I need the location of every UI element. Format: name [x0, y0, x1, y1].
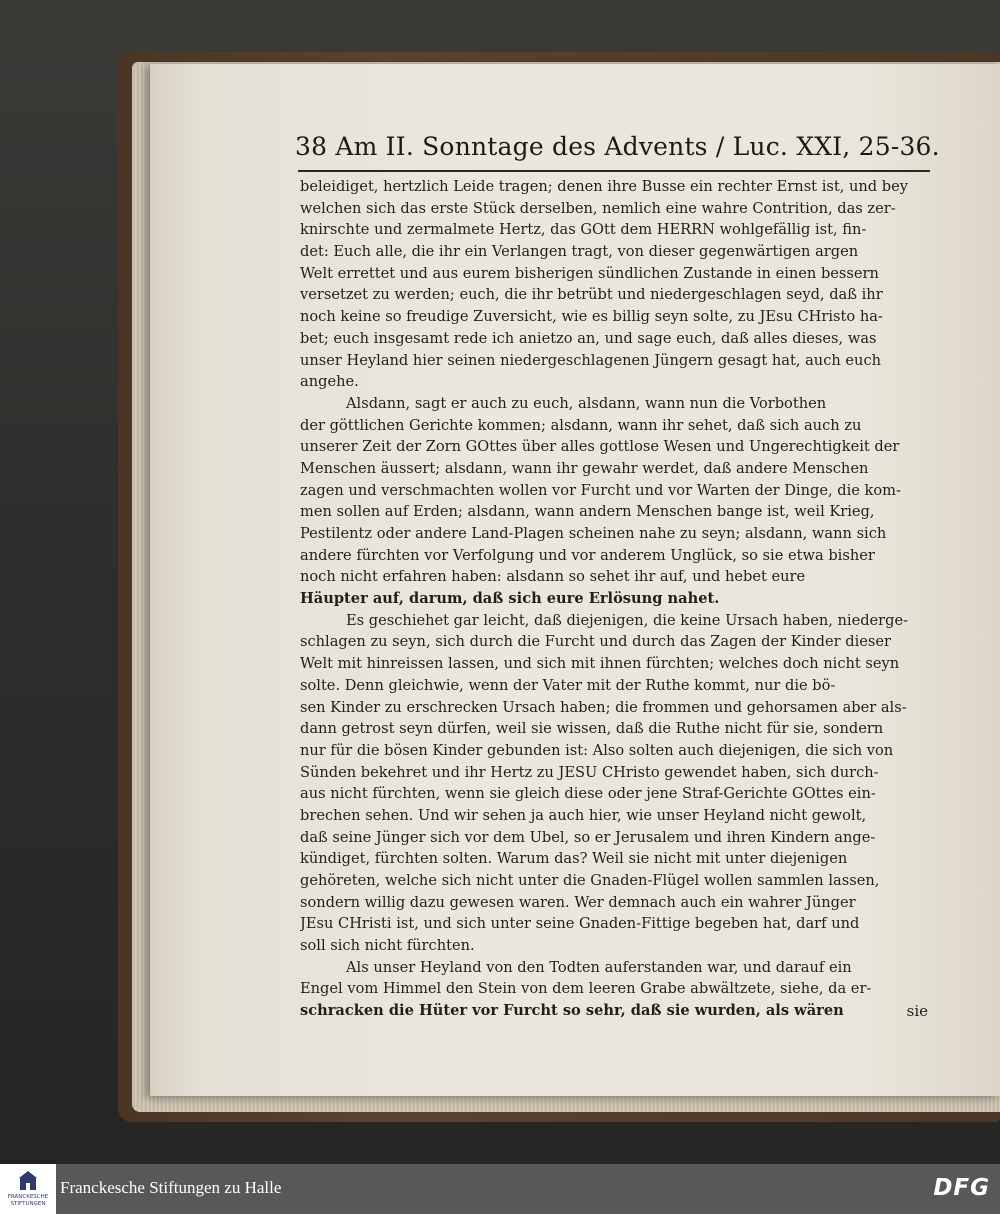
text-line: brechen sehen. Und wir sehen ja auch hier, wie unser Heyland nicht gewolt, — [300, 806, 867, 824]
building-icon — [18, 1170, 38, 1192]
viewer-footer — [0, 1164, 1000, 1214]
text-line: schlagen zu seyn, sich durch die Furcht und durch das Zagen der Kinder dieser — [300, 633, 892, 651]
text-line: sondern willig dazu gewesen waren. Wer demnach auch ein wahrer Jünger — [300, 893, 856, 911]
text-line: nur für die bösen Kinder gebunden ist: Also solten auch diejenigen, die sich von — [300, 741, 894, 759]
text-line: Engel vom Himmel den Stein von dem leeren Grabe abwältzete, siehe, da er- — [300, 980, 872, 998]
text-line: noch nicht erfahren haben: alsdann so sehet ihr auf, und hebet eure — [300, 568, 806, 586]
body-text — [300, 176, 930, 1022]
text-line: aus nicht fürchten, wenn sie gleich diese oder jene Straf-Gerichte GOttes ein- — [300, 785, 876, 803]
text-line: men sollen auf Erden; alsdann, wann andern Menschen bange ist, weil Krieg, — [300, 503, 875, 521]
text-line: welchen sich das erste Stück derselben, nemlich eine wahre Contrition, das zer- — [300, 199, 896, 217]
text-line: zagen und verschmachten wollen vor Furcht und vor Warten der Dinge, die kom- — [300, 481, 901, 499]
text-line: unser Heyland hier seinen niedergeschlagenen Jüngern gesagt hat, auch euch — [300, 351, 882, 369]
text-line: kündiget, fürchten solten. Warum das? Weil sie nicht mit unter diejenigen — [300, 850, 848, 868]
text-line: Welt mit hinreissen lassen, und sich mit ihnen fürchten; welches doch nicht seyn — [300, 655, 900, 673]
text-line: Menschen äussert; alsdann, wann ihr gewahr werdet, daß andere Menschen — [300, 459, 869, 477]
text-line: Welt errettet und aus eurem bisherigen sündlichen Zustande in einen bessern — [300, 264, 879, 282]
text-line: angehe. — [300, 373, 359, 391]
text-line: unserer Zeit der Zorn GOttes über alles gottlose Wesen und Ungerechtigkeit der — [300, 438, 900, 456]
logo-caption — [2, 1194, 54, 1208]
text-line: knirschte und zermalmete Hertz, das GOtt dem HERRN wohlgefällig ist, fin- — [300, 221, 867, 239]
text-line: Sünden bekehret und ihr Hertz zu JESU CHristo gewendet haben, sich durch- — [300, 763, 879, 781]
text-line: soll sich nicht fürchten. — [300, 937, 475, 955]
logo-caption-line2: STIFTUNGEN — [10, 1201, 46, 1207]
running-head: 38 Am II. Sonntage des Advents / Luc. XXI, 25-36. — [295, 132, 940, 161]
text-line: daß seine Jünger sich vor dem Ubel, so er Jerusalem und ihren Kindern ange- — [300, 828, 876, 846]
text-line: andere fürchten vor Verfolgung und vor anderem Unglück, so sie etwa bisher — [300, 546, 875, 564]
text-line: JEsu CHristi ist, und sich unter seine Gnaden-Fittige begeben hat, darf und — [300, 915, 860, 933]
text-line: schracken die Hüter vor Furcht so sehr, daß sie wurden, als wären — [300, 1002, 844, 1020]
text-line: Als unser Heyland von den Todten auferstanden war, und darauf ein — [346, 958, 852, 976]
text-line: Pestilentz oder andere Land-Plagen scheinen nahe zu seyn; alsdann, wann sich — [300, 525, 887, 542]
logo-caption-line1: FRANCKESCHE — [7, 1194, 49, 1200]
header-rule — [298, 170, 930, 172]
text-line: dann getrost seyn dürfen, weil sie wissen, daß die Ruthe nicht für sie, sondern — [300, 720, 884, 738]
text-line: Es geschiehet gar leicht, daß diejenigen, die keine Ursach haben, niederge- — [346, 611, 909, 629]
institution-name[interactable]: Franckesche Stiftungen zu Halle — [60, 1178, 282, 1197]
text-line: bet; euch insgesamt rede ich anietzo an, und sage euch, daß alles dieses, was — [300, 329, 877, 347]
text-line: solte. Denn gleichwie, wenn der Vater mit der Ruthe kommt, nur die bö- — [300, 676, 836, 694]
text-line: versetzet zu werden; euch, die ihr betrübt und niedergeschlagen seyd, daß ihr — [300, 286, 883, 304]
text-line: Häupter auf, darum, daß sich eure Erlösung nahet. — [300, 590, 720, 608]
text-line: Alsdann, sagt er auch zu euch, alsdann, wann nun die Vorbothen — [346, 394, 827, 412]
text-line: noch keine so freudige Zuversicht, wie es billig seyn solte, zu JEsu CHristo ha- — [300, 308, 883, 326]
text-line: beleidiget, hertzlich Leide tragen; denen ihre Busse ein rechter Ernst ist, und bey — [300, 178, 908, 195]
text-line: gehöreten, welche sich nicht unter die Gnaden-Flügel wollen sammlen lassen, — [300, 872, 880, 889]
text-line: der göttlichen Gerichte kommen; alsdann, wann ihr sehet, daß sich auch zu — [300, 416, 862, 434]
text-line: det: Euch alle, die ihr ein Verlangen tragt, von dieser gegenwärtigen argen — [300, 243, 859, 261]
institution-logo[interactable] — [0, 1164, 56, 1214]
catchword: sie — [906, 1002, 928, 1020]
text-line: sen Kinder zu erschrecken Ursach haben; die frommen und gehorsamen aber als- — [300, 698, 907, 716]
dfg-logo[interactable]: DFG — [933, 1175, 990, 1201]
